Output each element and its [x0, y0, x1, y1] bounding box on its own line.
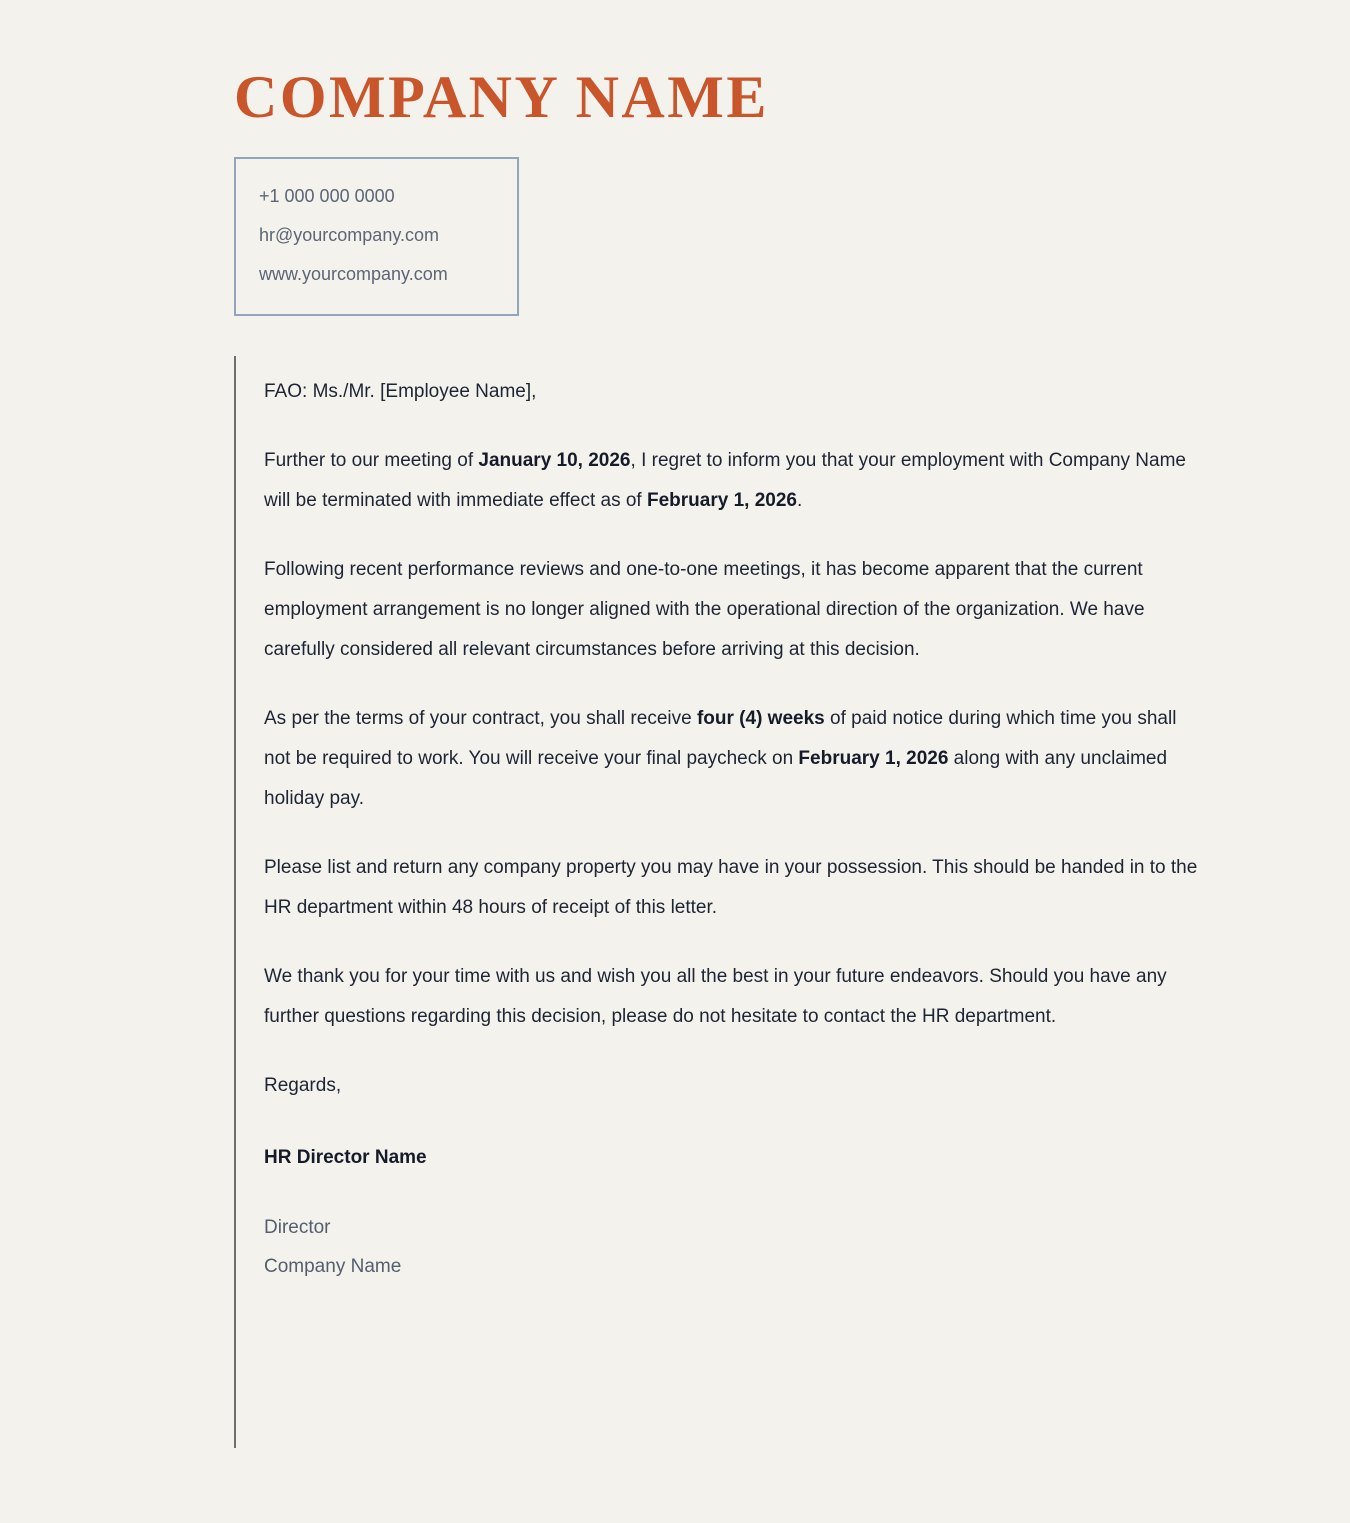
- body-text: along with any unclaimed holiday pay.: [264, 748, 1168, 809]
- body-text: Please list and return any company property you may have in your possession. This should be handed in to the HR department within 48 hours of receipt of this letter.: [264, 857, 1198, 918]
- signer-title: Director: [264, 1217, 331, 1238]
- contact-details-box: [234, 157, 519, 316]
- signer-name: HR Director Name: [264, 1147, 427, 1168]
- signer-organization: Company Name: [264, 1256, 402, 1277]
- letter-paragraph: [264, 957, 1198, 1037]
- letter-body: [264, 372, 1198, 1286]
- emphasis-text: January 10, 2026: [478, 450, 631, 471]
- letter-paragraph: [264, 550, 1198, 670]
- emphasis-text: four (4) weeks: [696, 708, 825, 729]
- letterhead: [234, 66, 769, 128]
- body-text: We thank you for your time with us and wish you all the best in your future endeavors. Should you have any further questions regarding this decision, please do not hesitate to contact the HR department.: [264, 966, 1167, 1027]
- body-text: As per the terms of your contract, you shall receive: [264, 708, 697, 729]
- body-text: of paid notice during which time you shall not be required to work. You will receive your final paycheck on: [264, 708, 1177, 769]
- contact-website: www.yourcompany.com: [259, 264, 448, 284]
- letter-paragraph: [264, 848, 1198, 928]
- vertical-divider: [234, 356, 236, 1448]
- emphasis-text: February 1, 2026: [647, 490, 797, 511]
- emphasis-text: February 1, 2026: [798, 748, 949, 769]
- contact-email: hr@yourcompany.com: [259, 225, 439, 245]
- letter-paragraphs: [264, 441, 1198, 1037]
- salutation: FAO: Ms./Mr. [Employee Name],: [264, 381, 537, 402]
- body-text: , I regret to inform you that your employment with Company Name will be terminated with immediate effect as of: [264, 450, 1186, 511]
- body-text: Further to our meeting of: [264, 450, 479, 471]
- letter-paragraph: [264, 699, 1198, 819]
- contact-phone: +1 000 000 0000: [259, 186, 395, 206]
- letter-paragraph: [264, 441, 1198, 521]
- body-text: .: [796, 490, 803, 511]
- signoff: Regards,: [264, 1075, 342, 1096]
- body-text: Following recent performance reviews and one-to-one meetings, it has become apparent that the current employment arrangement is no longer aligned with the operational direction of the organization. We have carefully considered all relevant circumstances before arriving at this decision.: [264, 559, 1145, 660]
- company-name-title: COMPANY NAME: [234, 64, 769, 130]
